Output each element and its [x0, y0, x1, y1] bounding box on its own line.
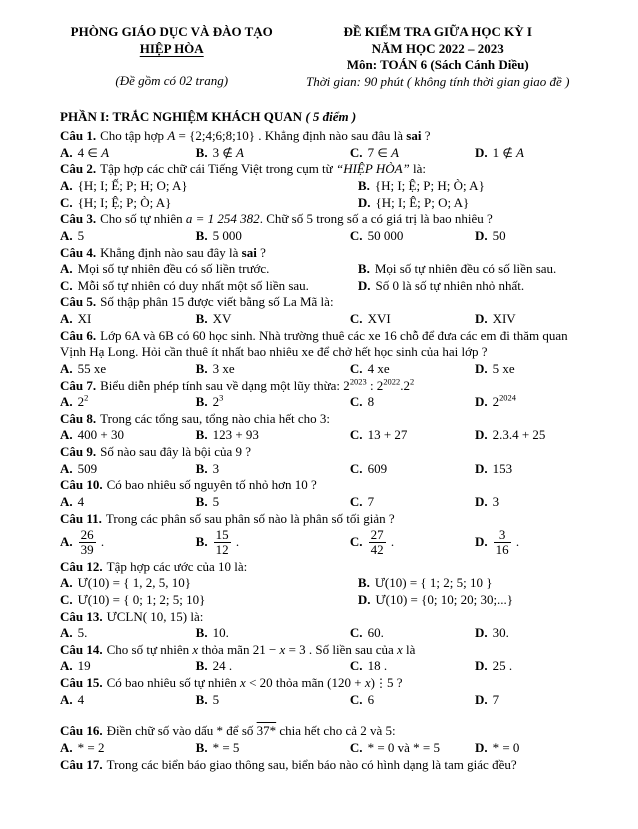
option-letter: A. [60, 493, 73, 509]
option-c: C. 8 [349, 394, 375, 410]
option-letter: A. [60, 144, 73, 160]
option-letter: B. [357, 575, 370, 591]
option-letter: B. [195, 311, 208, 326]
question-text: Câu 6. Lớp 6A và 6B có 60 học sinh. Nhà trường thuê các xe 16 chỗ để đưa các em đi thăm quan Vịnh Hạ Long. Hỏi cần thuê ít nhất bao nhiêu xe để chở hết học sinh của hai lớp ? [60, 327, 568, 360]
options-row [60, 178, 592, 211]
option-letter: A. [60, 739, 73, 755]
option-d: D. Ư(10) = {0; 10; 20; 30;...} [357, 591, 514, 607]
option-d: D. 50 [474, 227, 506, 243]
option-letter: C. [349, 658, 363, 674]
question-text: Câu 15. Có bao nhiêu số tự nhiên x < 20 thỏa mãn (120 + x)⋮5 ? [60, 675, 403, 691]
options-row [60, 228, 592, 245]
question-text: Câu 3. Cho số tự nhiên a = 1 254 382. Chữ số 5 trong số a có giá trị là bao nhiêu ? [60, 211, 493, 227]
question-number: Câu 17. [60, 756, 103, 772]
question-text: Câu 5. Số thập phân 15 được viết bằng số La Mã là: [60, 294, 334, 310]
options-row [60, 527, 592, 559]
question-5 [60, 294, 592, 327]
option-letter: B. [195, 144, 208, 160]
question-number: Câu 2. [60, 161, 97, 177]
option-letter: B. [195, 427, 208, 443]
option-a: A. 400 + 30 [60, 427, 124, 443]
option-b: B. Ư(10) = { 1; 2; 5; 10 } [357, 575, 493, 591]
option-c: C. 18 . [349, 658, 388, 674]
question-text: Câu 13. ƯCLN( 10, 15) là: [60, 608, 204, 624]
question-10 [60, 477, 592, 510]
question-text: Câu 16. Điền chữ số vào dấu * để số 37* chia hết cho cả 2 và 5: [60, 723, 396, 739]
page-count-note: (Đề gồm có 02 trang) [115, 73, 229, 89]
option-a: A. XI [60, 311, 92, 326]
option-letter: C. [349, 460, 363, 476]
option-b: B. 3 ∉ A [195, 144, 244, 160]
options-row [60, 575, 592, 608]
question-text: Câu 4. Khẳng định nào sau đây là sai ? [60, 244, 266, 260]
question-4 [60, 245, 592, 295]
question-number: Câu 11. [60, 510, 102, 526]
question-16 [60, 723, 592, 756]
question-1 [60, 128, 592, 161]
option-b: B. 3 xe [195, 360, 235, 376]
options-row [60, 394, 592, 411]
option-a: A. 55 xe [60, 360, 107, 376]
option-letter: B. [195, 739, 208, 755]
option-letter: B. [195, 691, 208, 707]
header-left-block [60, 24, 283, 91]
option-letter: A. [60, 658, 73, 674]
question-15 [60, 675, 592, 708]
option-a: A. 5. [60, 625, 88, 641]
question-text: Câu 12. Tập hợp các ước của 10 là: [60, 558, 248, 574]
question-number: Câu 16. [60, 723, 103, 739]
option-letter: B. [357, 261, 370, 277]
option-c: C. 4 xe [349, 360, 390, 376]
option-letter: B. [195, 493, 208, 509]
department-name: PHÒNG GIÁO DỤC VÀ ĐÀO TẠO [70, 24, 273, 39]
option-a: A. $2^2$ [60, 392, 89, 410]
option-b: B. XV [195, 311, 232, 326]
question-text: Câu 11. Trong các phân số sau phân số nào là phân số tối giản ? [60, 510, 395, 526]
options-row [60, 494, 592, 511]
option-letter: A. [60, 575, 73, 591]
option-letter: C. [349, 739, 363, 755]
option-c: C. {H; I; Ệ; P; Ò; A} [60, 194, 172, 210]
question-number: Câu 13. [60, 608, 103, 624]
option-c: C. 50 000 [349, 227, 404, 243]
district-name: HIỆP HÒA [139, 40, 204, 56]
option-c: C. 60. [349, 625, 384, 641]
option-a: A. $\frac{26}{39}$ . [60, 527, 105, 558]
option-a: A. 4 [60, 493, 85, 509]
option-d: D. 3 [474, 493, 500, 509]
option-c: C. * = 0 và * = 5 [349, 739, 440, 755]
options-row [60, 658, 592, 675]
option-letter: B. [195, 227, 208, 243]
option-c: C. Mỗi số tự nhiên có duy nhất một số liền sau. [60, 277, 309, 293]
option-letter: D. [474, 311, 488, 326]
option-letter: A. [60, 394, 73, 410]
question-number: Câu 9. [60, 444, 97, 459]
option-d: D. Số 0 là số tự nhiên nhỏ nhất. [357, 277, 525, 293]
option-letter: B. [195, 658, 208, 674]
question-number: Câu 7. [60, 377, 97, 393]
options-row [60, 461, 592, 478]
option-d: D. 153 [474, 460, 513, 476]
option-letter: B. [195, 394, 208, 410]
option-b: B. 5 [195, 493, 220, 509]
option-letter: A. [60, 178, 73, 193]
question-text: Câu 10. Có bao nhiêu số nguyên tố nhỏ hơn 10 ? [60, 477, 317, 493]
question-number: Câu 5. [60, 294, 97, 310]
option-b: B. 10. [195, 625, 229, 641]
option-d: D. 7 [474, 691, 500, 707]
options-row [60, 311, 592, 328]
option-b: B. {H; I; Ệ; P; H; Ò; A} [357, 178, 485, 193]
option-b: B. 24 . [195, 658, 233, 674]
option-c: C. Ư(10) = { 0; 1; 2; 5; 10} [60, 591, 206, 607]
options-row [60, 625, 592, 642]
option-letter: C. [60, 591, 73, 607]
option-letter: A. [60, 360, 73, 376]
question-17 [60, 757, 592, 774]
question-6 [60, 328, 592, 378]
option-b: B. Mọi số tự nhiên đều có số liền sau. [357, 261, 557, 277]
option-b: B. 5 000 [195, 227, 242, 243]
option-letter: C. [349, 227, 363, 243]
option-d: D. 25 . [474, 658, 513, 674]
question-text: Câu 9. Số nào sau đây là bội của 9 ? [60, 444, 252, 459]
option-letter: D. [474, 625, 488, 641]
option-letter: D. [474, 144, 488, 160]
question-number: Câu 12. [60, 558, 103, 574]
option-letter: C. [349, 360, 363, 376]
option-letter: C. [349, 691, 363, 707]
option-a: A. Mọi số tự nhiên đều có số liền trước. [60, 261, 270, 277]
option-letter: D. [474, 533, 488, 549]
options-row [60, 261, 592, 294]
option-a: A. * = 2 [60, 739, 105, 755]
option-c: C. 6 [349, 691, 375, 707]
question-number: Câu 15. [60, 675, 103, 691]
option-letter: A. [60, 311, 73, 326]
question-12 [60, 559, 592, 609]
option-c: C. 7 [349, 493, 375, 509]
option-letter: D. [474, 460, 488, 476]
option-letter: C. [349, 427, 363, 443]
option-d: D. $2^{2024}$ [474, 392, 516, 410]
option-letter: C. [349, 533, 363, 549]
question-text: Câu 17. Trong các biển báo giao thông sau, biển báo nào có hình dạng là tam giác đều? [60, 756, 517, 772]
option-letter: A. [60, 533, 73, 549]
question-text: Câu 8. Trong các tổng sau, tổng nào chia hết cho 3: [60, 410, 330, 426]
option-letter: B. [195, 360, 208, 376]
question-number: Câu 4. [60, 244, 97, 260]
option-letter: B. [195, 625, 208, 641]
option-letter: C. [349, 493, 363, 509]
option-a: A. 5 [60, 227, 85, 243]
option-d: D. 2.3.4 + 25 [474, 427, 546, 443]
question-text: Câu 1. Cho tập hợp A = {2;4;6;8;10} . Khẳng định nào sau đâu là sai ? [60, 128, 431, 144]
option-letter: D. [357, 277, 371, 293]
option-letter: A. [60, 427, 73, 443]
option-letter: C. [349, 394, 363, 410]
question-2 [60, 161, 592, 211]
question-number: Câu 14. [60, 641, 103, 657]
question-text: Câu 14. Cho số tự nhiên x thỏa mãn 21 − x = 3 . Số liền sau của x là [60, 641, 416, 657]
option-c: C. 13 + 27 [349, 427, 408, 443]
exam-header [60, 24, 592, 91]
option-letter: A. [60, 460, 73, 476]
question-14 [60, 642, 592, 675]
option-letter: D. [474, 427, 488, 443]
option-letter: B. [195, 460, 208, 476]
option-letter: D. [474, 658, 488, 674]
option-b: B. 5 [195, 691, 220, 707]
question-number: Câu 1. [60, 128, 97, 144]
fraction: $\frac{27}{42}$ [370, 527, 384, 558]
question-7 [60, 378, 592, 411]
option-letter: A. [60, 227, 73, 243]
option-c: C. XVI [349, 311, 391, 326]
question-number: Câu 8. [60, 410, 97, 426]
option-a: A. {H; I; Ế; P; H; O; A} [60, 178, 188, 193]
question-number: Câu 10. [60, 477, 103, 493]
option-letter: D. [357, 591, 371, 607]
question-number: Câu 3. [60, 211, 97, 227]
options-row [60, 361, 592, 378]
option-d: D. XIV [474, 311, 516, 326]
question-8 [60, 411, 592, 444]
option-d: D. 1 ∉ A [474, 144, 524, 160]
option-a: A. 19 [60, 658, 91, 674]
option-letter: D. [474, 691, 488, 707]
option-b: B. 3 [195, 460, 220, 476]
option-letter: D. [474, 739, 488, 755]
options-row [60, 740, 592, 757]
option-d: D. {H; I; Ê; P; O; A} [357, 194, 470, 210]
option-b: B. * = 5 [195, 739, 240, 755]
header-right-block [283, 24, 592, 91]
option-letter: C. [349, 625, 363, 641]
option-d: D. $\frac{3}{16}$ . [474, 527, 520, 558]
option-letter: D. [357, 194, 371, 210]
option-letter: C. [60, 194, 73, 210]
option-letter: C. [60, 277, 73, 293]
option-a: A. 4 ∈ A [60, 144, 110, 160]
section-title-text: PHẦN I: TRẮC NGHIỆM KHÁCH QUAN [60, 108, 303, 124]
fraction: $\frac{15}{12}$ [215, 527, 229, 558]
question-3 [60, 211, 592, 244]
option-a: A. 509 [60, 460, 98, 476]
option-letter: A. [60, 625, 73, 641]
question-11 [60, 511, 592, 559]
option-b: B. $2^3$ [195, 392, 224, 410]
question-text: Câu 2. Tập hợp các chữ cái Tiếng Việt trong cụm từ “HIỆP HÒA” là: [60, 161, 427, 177]
section-points: ( 5 điểm ) [305, 108, 357, 124]
question-13 [60, 609, 592, 642]
option-letter: A. [60, 261, 73, 277]
option-c: C. 7 ∈ A [349, 144, 399, 160]
option-letter: D. [474, 360, 488, 376]
option-letter: C. [349, 144, 363, 160]
subject-line: Môn: TOÁN 6 (Sách Cánh Diều) [346, 57, 529, 73]
question-text: Câu 7. Biểu diễn phép tính sau về dạng một lũy thừa: $2^{2023}$ : $2^{2022}.2^2$ [60, 376, 415, 393]
option-letter: D. [474, 394, 488, 410]
fraction: $\frac{26}{39}$ [80, 527, 94, 558]
option-c: C. 609 [349, 460, 388, 476]
option-letter: D. [474, 227, 488, 243]
option-d: D. 5 xe [474, 360, 515, 376]
option-letter: A. [60, 691, 73, 707]
question-list [60, 128, 592, 773]
options-row [60, 427, 592, 444]
option-d: D. 30. [474, 625, 509, 641]
option-d: D. * = 0 [474, 739, 520, 755]
option-a: A. 4 [60, 691, 85, 707]
fraction: $\frac{3}{16}$ [495, 527, 509, 558]
option-b: B. 123 + 93 [195, 427, 259, 443]
options-row [60, 692, 592, 709]
option-letter: B. [195, 533, 208, 549]
option-letter: D. [474, 493, 488, 509]
question-number: Câu 6. [60, 327, 97, 343]
option-letter: B. [357, 178, 370, 193]
exam-title: ĐỀ KIỂM TRA GIỮA HỌC KỲ I [343, 24, 532, 39]
question-9 [60, 444, 592, 477]
school-year: NĂM HỌC 2022 – 2023 [371, 40, 504, 56]
option-letter: C. [349, 311, 363, 326]
option-a: A. Ư(10) = { 1, 2, 5, 10} [60, 575, 191, 591]
option-b: B. $\frac{15}{12}$ . [195, 527, 240, 558]
duration-line: Thời gian: 90 phút ( không tính thời gian giao đề ) [306, 73, 570, 89]
option-c: C. $\frac{27}{42}$ . [349, 527, 395, 558]
section-title [60, 109, 592, 126]
options-row [60, 145, 592, 162]
